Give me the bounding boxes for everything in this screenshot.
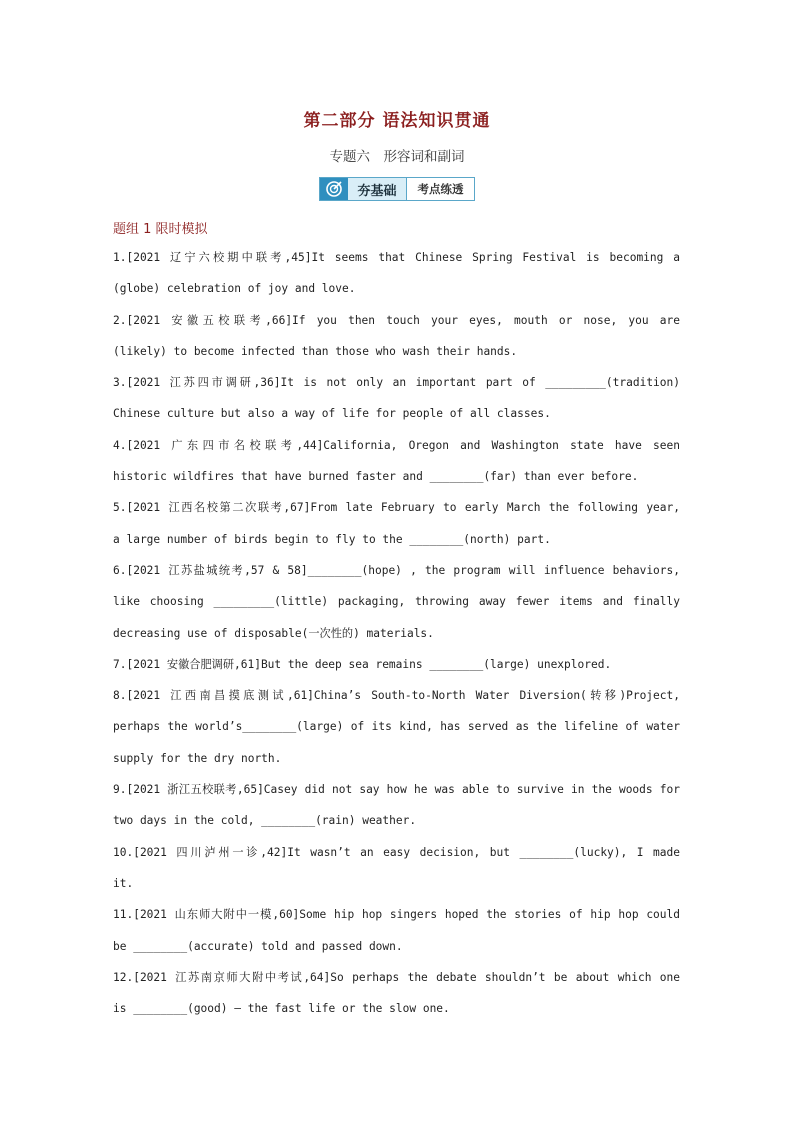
question-10-line-2: it.	[113, 876, 134, 890]
main-title: 第二部分 语法知识贯通	[303, 111, 491, 131]
question-7-line-1: 7.[2021 安徽合肥调研,61]But the deep sea remains ________(large) unexplored.	[113, 657, 612, 671]
banner-main-label: 夯基础	[348, 178, 406, 200]
question-5-line-2: a large number of birds begin to fly to the ________(north) part.	[113, 532, 551, 546]
sub-title: 专题六 形容词和副词	[329, 149, 465, 165]
group-label: 题组 1 限时模拟	[113, 222, 208, 237]
question-4-line-1: 4.[2021 广东四市名校联考,44]California, Oregon and Washington state have seen	[113, 438, 680, 452]
question-12-line-2: is ________(good) — the fast life or the slow one.	[113, 1002, 450, 1016]
question-11-line-1: 11.[2021 山东师大附中一模,60]Some hip hop singers hoped the stories of hip hop could	[113, 908, 680, 922]
question-5-line-1: 5.[2021 江西名校第二次联考,67]From late February to early March the following year,	[113, 501, 680, 515]
question-6-line-3: decreasing use of disposable(一次性的) materials.	[113, 626, 434, 640]
question-8-line-2: perhaps the world’s________(large) of its kind, has served as the lifeline of water	[113, 720, 680, 734]
question-12-line-1: 12.[2021 江苏南京师大附中考试,64]So perhaps the debate shouldn’t be about which one	[113, 970, 680, 984]
question-9-line-2: two days in the cold, ________(rain) weather.	[113, 814, 417, 828]
question-list	[113, 242, 680, 1024]
question-3-line-1: 3.[2021 江苏四市调研,36]It is not only an important part of _________(tradition)	[113, 376, 680, 390]
question-10-line-1: 10.[2021 四川泸州一诊,42]It wasn’t an easy decision, but ________(lucky), I made	[113, 845, 680, 859]
question-6-line-1: 6.[2021 江苏盐城统考,57 & 58]________(hope) , the program will influence behaviors,	[113, 563, 680, 577]
question-1-line-1: 1.[2021 辽宁六校期中联考,45]It seems that Chinese Spring Festival is becoming a	[113, 251, 680, 264]
question-9-line-1: 9.[2021 浙江五校联考,65]Casey did not say how he was able to survive in the woods for	[113, 783, 680, 797]
question-8-line-1: 8.[2021 江西南昌摸底测试,61]China’s South-to-North Water Diversion(转移)Project,	[113, 689, 680, 703]
target-icon	[320, 178, 348, 200]
question-3-line-2: Chinese culture but also a way of life for people of all classes.	[113, 407, 551, 421]
section-banner	[319, 177, 475, 201]
question-6-line-2: like choosing _________(little) packaging, throwing away fewer items and finally	[113, 595, 680, 609]
question-4-line-2: historic wildfires that have burned faster and ________(far) than ever before.	[113, 470, 639, 484]
question-11-line-2: be ________(accurate) told and passed down.	[113, 939, 403, 953]
question-2-line-1: 2.[2021 安徽五校联考,66]If you then touch your eyes, mouth or nose, you are	[113, 313, 680, 327]
question-8-line-3: supply for the dry north.	[113, 751, 282, 765]
banner-side-label: 考点练透	[406, 178, 474, 200]
question-1-line-2: (globe) celebration of joy and love.	[113, 282, 356, 296]
question-2-line-2: (likely) to become infected than those who wash their hands.	[113, 344, 518, 358]
